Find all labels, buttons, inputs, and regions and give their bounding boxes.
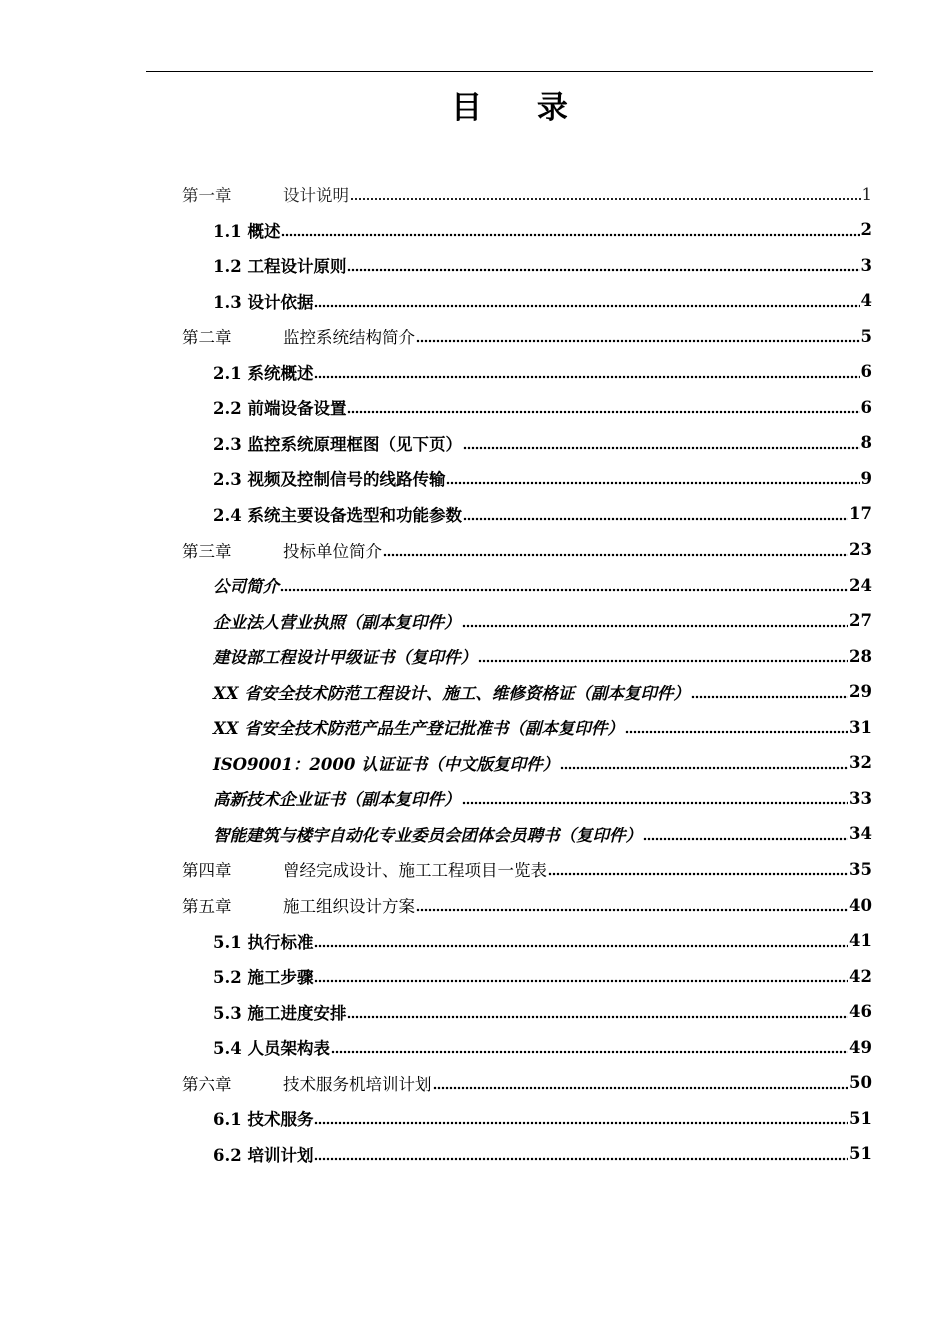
toc-entry-title: 5.1 执行标准 — [213, 932, 314, 952]
toc-entry-title: 5.3 施工进度安排 — [213, 1003, 347, 1023]
toc-entry[interactable] — [213, 638, 872, 674]
toc-page-number: 32 — [849, 753, 872, 773]
toc-dot-leader — [433, 1080, 849, 1092]
toc-dot-leader — [462, 618, 849, 630]
toc-entry[interactable] — [213, 674, 872, 710]
toc-dot-leader — [281, 227, 859, 239]
toc-entry-title: 曾经完成设计、施工工程项目一览表 — [283, 861, 547, 881]
toc-page-number: 6 — [860, 362, 872, 382]
toc-entry-title: 高新技术企业证书（副本复印件） — [213, 790, 461, 810]
toc-page-number: 50 — [849, 1073, 872, 1093]
toc-page-number: 4 — [860, 291, 872, 311]
toc-entry[interactable] — [213, 994, 872, 1030]
toc-page-number: 46 — [849, 1002, 872, 1022]
toc-page-number: 34 — [849, 824, 872, 844]
toc-page-number: 42 — [849, 966, 872, 986]
toc-chapter-number: 第四章 — [182, 861, 232, 881]
toc-entry-title: 建设部工程设计甲级证书（复印件） — [213, 648, 477, 668]
toc-page-number: 31 — [849, 717, 872, 737]
toc-dot-leader — [314, 1151, 848, 1163]
toc-dot-leader — [625, 724, 848, 736]
toc-entry-title: 5.2 施工步骤 — [213, 968, 314, 988]
toc-page-number: 35 — [849, 859, 872, 879]
toc-entry-title: 设计说明 — [283, 186, 349, 205]
toc-page-number: 24 — [849, 575, 872, 595]
toc-page-number: 1 — [861, 184, 872, 204]
toc-dot-leader — [314, 298, 859, 310]
toc-chapter-number: 第一章 — [182, 186, 232, 205]
header-rule — [146, 71, 873, 72]
toc-page-number: 2 — [860, 220, 872, 240]
toc-entry[interactable] — [213, 1029, 872, 1065]
toc-page-number: 28 — [849, 646, 872, 666]
toc-dot-leader — [463, 440, 860, 452]
toc-dot-leader — [446, 475, 859, 487]
toc-dot-leader — [347, 262, 859, 274]
toc-dot-leader — [643, 831, 848, 843]
toc-entry[interactable] — [213, 1136, 872, 1172]
toc-entry-title: 1.3 设计依据 — [213, 292, 314, 312]
toc-page-number: 51 — [849, 1108, 872, 1128]
toc-entry-title: 企业法人营业执照（副本复印件） — [213, 612, 461, 632]
toc-entry[interactable] — [182, 318, 872, 354]
toc-entry[interactable] — [213, 389, 872, 425]
toc-entry[interactable] — [213, 283, 872, 319]
toc-entry-title: 公司简介 — [213, 577, 279, 597]
toc-page-number: 17 — [849, 504, 872, 524]
toc-entry[interactable] — [213, 460, 872, 496]
toc-entry-title: 2.3 监控系统原理框图（见下页） — [213, 434, 462, 454]
toc-entry[interactable] — [213, 247, 872, 283]
toc-entry-title: ISO9001：2000 认证证书（中文版复印件） — [213, 754, 560, 774]
toc-page-number: 40 — [849, 895, 872, 915]
toc-entry-title: 1.1 概述 — [213, 221, 281, 241]
toc-entry[interactable] — [213, 709, 872, 745]
toc-chapter-number: 第三章 — [182, 541, 232, 561]
toc-chapter-number: 第二章 — [182, 328, 232, 348]
toc-chapter-number: 第五章 — [182, 897, 232, 916]
toc-entry[interactable] — [213, 780, 872, 816]
toc-page-number: 27 — [849, 611, 872, 631]
toc-page-number: 29 — [849, 682, 872, 702]
toc-dot-leader — [350, 191, 861, 203]
toc-entry[interactable] — [213, 354, 872, 390]
toc-dot-leader — [314, 1115, 848, 1127]
toc-dot-leader — [347, 404, 859, 416]
toc-entry-title: 5.4 人员架构表 — [213, 1039, 330, 1059]
toc-entry[interactable] — [213, 958, 872, 994]
toc-dot-leader — [280, 582, 848, 594]
toc-entry[interactable] — [182, 851, 872, 887]
toc-page-number: 49 — [849, 1037, 872, 1057]
toc-page-number: 5 — [860, 326, 872, 346]
toc-entry-title: 2.3 视频及控制信号的线路传输 — [213, 470, 446, 490]
toc-dot-leader — [478, 653, 848, 665]
toc-dot-leader — [691, 689, 848, 701]
toc-entry-title: XX 省安全技术防范工程设计、施工、维修资格证（副本复印件） — [213, 683, 690, 703]
toc-entry-title: 6.1 技术服务 — [213, 1110, 314, 1130]
toc-entry[interactable] — [213, 603, 872, 639]
toc-entry[interactable] — [213, 745, 872, 781]
toc-dot-leader — [416, 902, 848, 914]
toc-entry-title: 施工组织设计方案 — [283, 897, 415, 916]
toc-dot-leader — [347, 1009, 848, 1021]
toc-page-number: 23 — [849, 540, 872, 559]
toc-dot-leader — [463, 511, 848, 523]
toc-entry[interactable] — [213, 923, 872, 959]
toc-page-number: 51 — [849, 1144, 872, 1164]
toc-entry[interactable] — [213, 816, 872, 852]
toc-entry[interactable] — [213, 212, 872, 248]
toc-dot-leader — [560, 760, 848, 772]
toc-entry-title: 监控系统结构简介 — [283, 328, 415, 348]
toc-entry[interactable] — [213, 1100, 872, 1136]
toc-entry[interactable] — [182, 532, 872, 568]
toc-dot-leader — [462, 795, 849, 807]
toc-entry-title: 2.1 系统概述 — [213, 363, 314, 383]
toc-entry[interactable] — [213, 567, 872, 603]
toc-entry-title: 技术服务机培训计划 — [283, 1074, 432, 1094]
toc-entry[interactable] — [213, 425, 872, 461]
toc-entry[interactable] — [182, 1065, 872, 1101]
toc-entry-title: 6.2 培训计划 — [213, 1145, 314, 1165]
toc-entry-title: XX 省安全技术防范产品生产登记批准书（副本复印件） — [213, 719, 624, 739]
toc-entry-title: 1.2 工程设计原则 — [213, 257, 347, 277]
toc-dot-leader — [416, 333, 860, 345]
toc-entry[interactable] — [213, 496, 872, 532]
toc-entry[interactable] — [182, 176, 872, 212]
toc-dot-leader — [548, 866, 848, 878]
toc-page-number: 41 — [849, 931, 872, 951]
toc-entry-title: 投标单位简介 — [283, 541, 382, 561]
toc-entry-title: 2.2 前端设备设置 — [213, 399, 347, 419]
page-title: 目 录 — [451, 90, 590, 126]
toc-page-number: 8 — [860, 433, 872, 453]
toc-entry-title: 2.4 系统主要设备选型和功能参数 — [213, 505, 462, 525]
toc-dot-leader — [314, 369, 859, 381]
toc-page-number: 33 — [849, 788, 872, 808]
toc-page-number: 6 — [860, 397, 872, 417]
toc-dot-leader — [314, 973, 848, 985]
toc-chapter-number: 第六章 — [182, 1074, 232, 1094]
toc-dot-leader — [314, 938, 848, 950]
toc-dot-leader — [383, 547, 848, 559]
toc-entry-title: 智能建筑与楼宇自动化专业委员会团体会员聘书（复印件） — [213, 825, 642, 845]
toc-entry[interactable] — [182, 887, 872, 923]
toc-dot-leader — [331, 1044, 848, 1056]
toc-page-number: 3 — [860, 255, 872, 275]
toc-page-number: 9 — [860, 468, 872, 488]
